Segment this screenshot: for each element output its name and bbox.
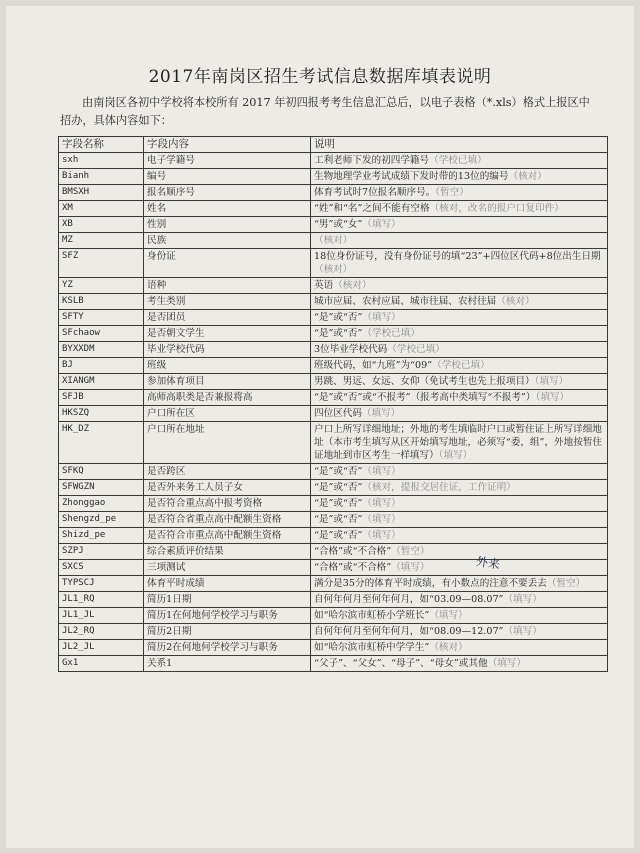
description-text: 班级代码，如“九班”为“09” xyxy=(314,360,433,371)
field-name-cell: BJ xyxy=(59,358,144,374)
field-name-cell: XIANGM xyxy=(59,374,144,390)
description-text: 自何年何月至何年何月，如“08.09—12.07” xyxy=(314,626,504,637)
table-row xyxy=(59,640,608,656)
field-name-cell: SZPJ xyxy=(59,544,144,560)
field-name-cell: sxh xyxy=(59,153,144,169)
table-body xyxy=(59,153,608,672)
table-row xyxy=(59,326,608,342)
description-note: （暂空） xyxy=(546,578,586,589)
field-content-cell: 是否团员 xyxy=(144,310,311,326)
description-cell xyxy=(311,201,608,217)
description-text: “是”或“否” xyxy=(314,328,363,339)
field-name-cell: Shizd_pe xyxy=(59,528,144,544)
table-row xyxy=(59,201,608,217)
table-row xyxy=(59,656,608,672)
description-cell xyxy=(311,608,608,624)
table-row xyxy=(59,560,608,576)
description-note: （学校已填） xyxy=(362,328,420,339)
description-text: “是”或“否” xyxy=(314,530,363,541)
field-content-cell: 身份证 xyxy=(144,249,311,278)
field-name-cell: KSLB xyxy=(59,294,144,310)
description-text: “合格”或“不合格” xyxy=(314,546,392,557)
table-row xyxy=(59,496,608,512)
handwritten-note: 外来 xyxy=(475,554,501,572)
field-content-cell: 是否朝文学生 xyxy=(144,326,311,342)
table-row xyxy=(59,390,608,406)
description-cell xyxy=(311,464,608,480)
description-text: 城市应届、农村应届、城市往届、农村往届 xyxy=(314,296,497,307)
field-content-cell: 是否跨区 xyxy=(144,464,311,480)
description-text: 18位身份证号，没有身份证号的填“23”+四位区代码+8位出生日期 xyxy=(314,251,601,262)
description-cell xyxy=(311,342,608,358)
field-content-cell: 户口所在区 xyxy=(144,406,311,422)
description-cell xyxy=(311,560,608,576)
description-note: （填写） xyxy=(362,312,401,323)
description-text: 男跳、男远、女远、女仰（免试考生也先上报项目） xyxy=(314,376,535,387)
description-note: （填写） xyxy=(362,219,401,230)
field-content-cell: 是否外来务工人员子女 xyxy=(144,480,311,496)
description-text: 如“哈尔滨市虹桥中学学生” xyxy=(314,642,430,653)
description-cell xyxy=(311,528,608,544)
description-note: （核对，提报交居住证，工作证明） xyxy=(362,482,516,493)
field-name-cell: SFJB xyxy=(59,390,144,406)
field-name-cell: JL2_JL xyxy=(59,640,144,656)
field-name-cell: BYXXDM xyxy=(59,342,144,358)
description-text: 工利老师下发的初四学籍号 xyxy=(314,155,430,166)
description-cell xyxy=(311,185,608,201)
field-content-cell: 编号 xyxy=(144,169,311,185)
field-content-cell: 体育平时成绩 xyxy=(144,576,311,592)
table-row xyxy=(59,310,608,326)
table-row xyxy=(59,624,608,640)
table-row xyxy=(59,153,608,169)
document-intro: 由南岗区各初中学校将本校所有 2017 年初四报考考生信息汇总后，以电子表格（*.xls）格式上报区中招办，具体内容如下： xyxy=(60,96,590,127)
field-name-cell: HK_DZ xyxy=(59,422,144,464)
table-row xyxy=(59,512,608,528)
description-text: “是”或“否” xyxy=(314,482,363,493)
table-row xyxy=(59,464,608,480)
description-note: （填写） xyxy=(362,498,401,509)
description-note: （填写） xyxy=(503,626,542,637)
field-name-cell: SFTY xyxy=(59,310,144,326)
description-note: （核对） xyxy=(333,280,372,291)
table-row xyxy=(59,374,608,390)
description-note: （学校已填） xyxy=(432,360,490,371)
description-cell xyxy=(311,406,608,422)
field-content-cell: 考生类别 xyxy=(144,294,311,310)
description-cell xyxy=(311,390,608,406)
description-cell xyxy=(311,217,608,233)
description-note: （填写） xyxy=(429,610,468,621)
description-cell xyxy=(311,278,608,294)
field-content-cell: 参加体育项目 xyxy=(144,374,311,390)
field-name-cell: JL2_RQ xyxy=(59,624,144,640)
description-text: “是”或“否” xyxy=(314,498,363,509)
description-text: 自何年何月至何年何月，如“03.09—08.07” xyxy=(314,594,504,605)
description-text: “男”或“女” xyxy=(314,219,363,230)
description-note: （填写） xyxy=(361,408,401,419)
field-name-cell: SFZ xyxy=(59,249,144,278)
field-name-cell: HKSZQ xyxy=(59,406,144,422)
table-row xyxy=(59,217,608,233)
field-name-cell: XM xyxy=(59,201,144,217)
field-name-cell: SXCS xyxy=(59,560,144,576)
description-note: （填写） xyxy=(535,392,570,403)
description-cell xyxy=(311,576,608,592)
table-row xyxy=(59,422,608,464)
description-text: 户口上所写详细地址；外地的考生填临时户口或暂住证上所写详细地址（本市考生填写从区开始填写地址，必须写“委，组”，外地按暂住证地址到市区考生一样填写） xyxy=(314,424,603,461)
field-name-cell: Gx1 xyxy=(59,656,144,672)
field-content-cell: 综合素质评价结果 xyxy=(144,544,311,560)
field-content-cell: 户口所在地址 xyxy=(144,422,311,464)
table-row xyxy=(59,185,608,201)
description-note: （核对，改名的报户口复印件） xyxy=(429,203,564,214)
field-content-cell: 民族 xyxy=(144,233,311,249)
description-text: “是”或“否” xyxy=(314,312,363,323)
description-cell xyxy=(311,249,608,278)
field-name-cell: XB xyxy=(59,217,144,233)
description-text: 如“哈尔滨市虹桥小学班长” xyxy=(314,610,430,621)
field-name-cell: JL1_JL xyxy=(59,608,144,624)
description-text: “姓”和“名”之间不能有空格 xyxy=(314,203,430,214)
description-text: “合格”或“不合格” xyxy=(314,562,392,573)
description-note: （填写） xyxy=(362,466,401,477)
description-cell xyxy=(311,153,608,169)
description-note: （填写） xyxy=(362,514,401,525)
table-header-row xyxy=(59,137,608,153)
table-row xyxy=(59,278,608,294)
description-note: （学校已填） xyxy=(429,155,487,166)
field-content-cell: 姓名 xyxy=(144,201,311,217)
description-note: （核对） xyxy=(429,642,468,653)
description-note: （学校已填） xyxy=(387,344,445,355)
document-title: 2017年南岗区招生考试信息数据库填表说明 xyxy=(148,67,492,87)
table-row xyxy=(59,406,608,422)
document-page xyxy=(6,6,634,848)
description-note: （填写） xyxy=(391,562,430,573)
description-note: （暂空） xyxy=(435,187,469,198)
description-note: （核对） xyxy=(496,296,535,307)
description-note: （填写） xyxy=(487,658,526,669)
description-text: 3位毕业学校代码 xyxy=(314,344,388,355)
table-row xyxy=(59,358,608,374)
description-note: （核对） xyxy=(314,264,353,275)
table-row xyxy=(59,249,608,278)
field-name-cell: Shengzd_pe xyxy=(59,512,144,528)
field-name-cell: BMSXH xyxy=(59,185,144,201)
description-cell xyxy=(311,310,608,326)
field-content-cell: 性别 xyxy=(144,217,311,233)
field-name-cell: YZ xyxy=(59,278,144,294)
field-name-cell: SFchaow xyxy=(59,326,144,342)
description-text: 英语 xyxy=(314,280,334,291)
description-cell xyxy=(311,480,608,496)
header-field-content: 字段内容 xyxy=(144,137,311,153)
field-content-cell: 简历1在何地何学校学习与职务 xyxy=(144,608,311,624)
header-field-name: 字段名称 xyxy=(59,137,144,153)
description-text: “是”或“否” xyxy=(314,514,363,525)
description-note: （暂空） xyxy=(391,546,430,557)
field-content-cell: 简历1日期 xyxy=(144,592,311,608)
description-text: 生物地理学业考试成绩下发时带的13位的编号 xyxy=(314,171,509,182)
field-name-cell: MZ xyxy=(59,233,144,249)
description-cell xyxy=(311,374,608,390)
description-cell xyxy=(311,544,608,560)
table-row xyxy=(59,233,608,249)
field-content-cell: 报名顺序号 xyxy=(144,185,311,201)
table-row xyxy=(59,528,608,544)
description-cell xyxy=(311,496,608,512)
table-row xyxy=(59,576,608,592)
description-cell xyxy=(311,624,608,640)
field-content-cell: 是否符合省重点高中配额生资格 xyxy=(144,512,311,528)
description-cell xyxy=(311,512,608,528)
table-row xyxy=(59,342,608,358)
table-row xyxy=(59,294,608,310)
description-note: （填写） xyxy=(362,530,401,541)
table-row xyxy=(59,544,608,560)
header-description: 说明 xyxy=(311,137,608,153)
description-text: “是”或“否” xyxy=(314,466,363,477)
description-cell xyxy=(311,640,608,656)
field-table xyxy=(58,136,608,672)
table-row xyxy=(59,608,608,624)
description-cell xyxy=(311,422,608,464)
description-cell xyxy=(311,358,608,374)
description-text: “父子”、“父女”、“母子”、“母女”或其他 xyxy=(314,658,488,669)
description-cell xyxy=(311,592,608,608)
description-note: （核对） xyxy=(314,235,353,246)
field-content-cell: 语种 xyxy=(144,278,311,294)
description-note: （核对） xyxy=(508,171,547,182)
description-text: “是”或“否”或“不报考”（报考高中类填写“不报考”） xyxy=(314,392,536,403)
description-cell xyxy=(311,656,608,672)
field-content-cell: 关系1 xyxy=(144,656,311,672)
description-cell xyxy=(311,326,608,342)
field-name-cell: SFWGZN xyxy=(59,480,144,496)
field-content-cell: 是否符合重点高中报考资格 xyxy=(144,496,311,512)
description-text: 四位区代码 xyxy=(314,408,362,419)
field-name-cell: SFKQ xyxy=(59,464,144,480)
field-content-cell: 三项测试 xyxy=(144,560,311,576)
description-note: （填写） xyxy=(438,450,473,461)
field-content-cell: 毕业学校代码 xyxy=(144,342,311,358)
field-name-cell: TYPSCJ xyxy=(59,576,144,592)
field-content-cell: 班级 xyxy=(144,358,311,374)
field-content-cell: 简历2在何地何学校学习与职务 xyxy=(144,640,311,656)
field-name-cell: Bianh xyxy=(59,169,144,185)
description-text: 体育考试时7位报名顺序号。 xyxy=(314,187,436,198)
field-content-cell: 电子学籍号 xyxy=(144,153,311,169)
description-text: 满分是35分的体育平时成绩，有小数点的注意不要丢去 xyxy=(314,578,547,589)
description-cell xyxy=(311,294,608,310)
field-name-cell: Zhonggao xyxy=(59,496,144,512)
table-row xyxy=(59,480,608,496)
description-cell xyxy=(311,169,608,185)
field-content-cell: 是否符合市重点高中配额生资格 xyxy=(144,528,311,544)
field-content-cell: 高师高职类是否兼报将高 xyxy=(144,390,311,406)
description-note: （填写） xyxy=(534,376,569,387)
description-note: （填写） xyxy=(503,594,542,605)
table-row xyxy=(59,169,608,185)
field-name-cell: JL1_RQ xyxy=(59,592,144,608)
field-content-cell: 简历2日期 xyxy=(144,624,311,640)
description-cell xyxy=(311,233,608,249)
table-row xyxy=(59,592,608,608)
